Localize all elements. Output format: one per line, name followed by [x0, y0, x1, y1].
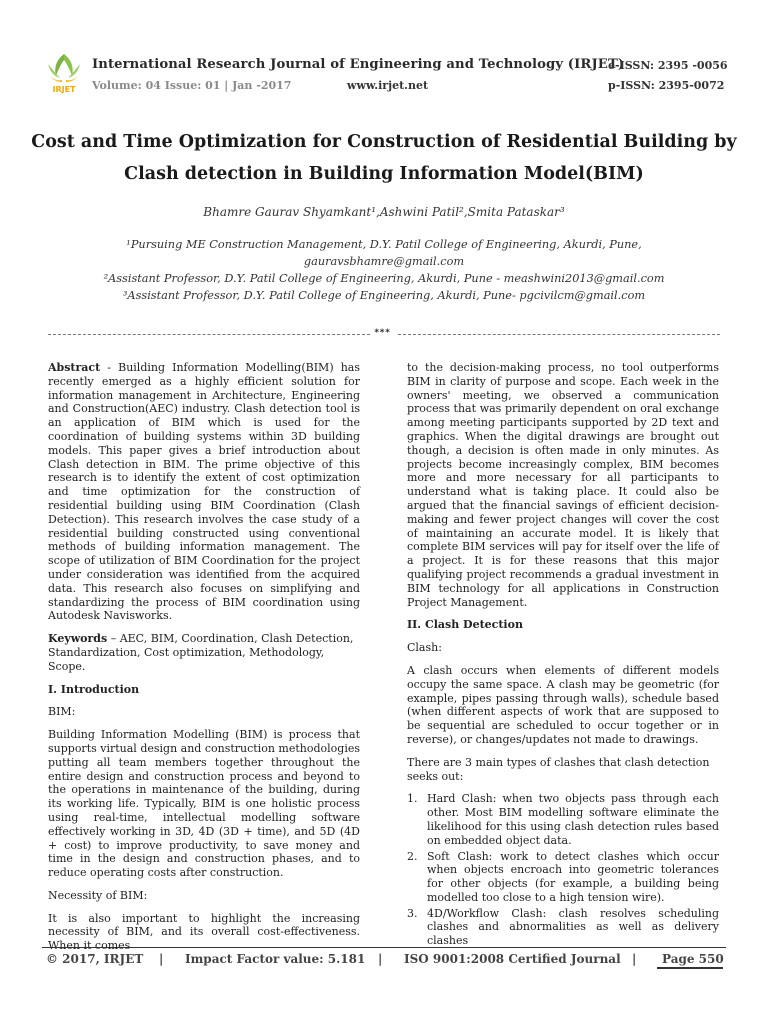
- affiliation-3: ³Assistant Professor, D.Y. Patil College of Engineering, Akurdi, Pune- pgcivilcm@gmail.com: [122, 289, 646, 302]
- keywords-label: Keywords: [48, 632, 108, 646]
- paper-title: [30, 126, 738, 190]
- footer-separator: |: [378, 952, 383, 966]
- list-text: Soft Clash: work to detect clashes which occur when objects encroach into geometric tolerances for other objects (for example, a building being modelled too close to a high tension wire).: [427, 849, 719, 904]
- title-line-1: Cost and Time Optimization for Construction of Residential Building by: [31, 132, 737, 152]
- clash-types-list: [407, 792, 719, 948]
- list-number: 2.: [407, 849, 418, 863]
- footer-copyright: © 2017, IRJET: [46, 952, 144, 966]
- list-number: 3.: [407, 906, 418, 920]
- list-item: [407, 792, 719, 847]
- volume-info: Volume: 04 Issue: 01 | Jan -2017: [92, 79, 292, 92]
- page-footer: [42, 947, 726, 970]
- affiliation-2: ²Assistant Professor, D.Y. Patil College of Engineering, Akurdi, Pune - meashwini2013@gmail.com: [103, 272, 665, 285]
- journal-title: International Research Journal of Engineering and Technology (IRJET): [92, 57, 625, 72]
- introduction-heading: I. Introduction: [48, 682, 140, 696]
- list-item: [407, 850, 719, 905]
- abstract-label: Abstract: [48, 361, 101, 374]
- section-separator: [48, 329, 720, 339]
- affiliation-1-email: gauravsbhamre@gmail.com: [303, 255, 465, 268]
- clash-types-intro: There are 3 main types of clashes that clash detection seeks out:: [407, 755, 710, 783]
- necessity-subheading: Necessity of BIM:: [48, 888, 148, 902]
- introduction-paragraph: Building Information Modelling (BIM) is process that supports virtual design and construction methodologies putting all team members together throughout the entire design and construction process and beyond to the operations in maintenance of the building, during its working life. Typically, BIM is one holistic process using real-time, intellectual modelling software effectively working in 3D, 4D (3D + time), and 5D (4D + cost) to improve productivity, to save money and time in the design and construction phases, and to reduce operating costs after construction.: [48, 728, 361, 880]
- affiliations: [30, 236, 738, 304]
- footer-separator: |: [159, 952, 164, 966]
- abstract-paragraph: [48, 361, 360, 623]
- affiliation-1: ¹Pursuing ME Construction Management, D.Y. Patil College of Engineering, Akurdi, Pune,: [126, 238, 642, 251]
- bim-subheading: BIM:: [48, 705, 76, 719]
- clash-subheading: Clash:: [407, 641, 442, 655]
- p-issn: p-ISSN: 2395-0072: [608, 79, 725, 92]
- left-column: [48, 361, 360, 962]
- separator-stars: ***: [374, 328, 391, 338]
- necessity-paragraph: It is also important to highlight the increasing necessity of BIM, and its overall cost-effectiveness. When it comes: [48, 911, 360, 953]
- e-issn: e-ISSN: 2395 -0056: [608, 59, 728, 72]
- separator-line-right: [398, 334, 720, 335]
- continued-paragraph: to the decision-making process, no tool outperforms BIM in clarity of purpose and scope. Each week in the owners' meeting, we observed a communication process that was primarily dependent on oral exchange among meeting participants supported by 2D text and graphics. When the digital drawings are brought out though, a decision is often made in only minutes. As projects become increasingly complex, BIM becomes more and more necessary for all participants to understand what is taking place. It could also be argued that the financial savings of efficient decision-making and fewer project changes will cover the cost of maintaining an accurate model. It is likely that complete BIM services will pay for itself over the life of a project. It is for these reasons that this major qualifying project recommends a gradual investment in BIM technology for all applications in Construction Project Management.: [407, 361, 719, 609]
- keywords-paragraph: [48, 632, 360, 673]
- title-line-2: Clash detection in Building Information Model(BIM): [124, 164, 644, 184]
- list-text: Hard Clash: when two objects pass through each other. Most BIM modelling software eliminate the likelihood for this using clash detection rules based on embedded object data.: [427, 792, 719, 847]
- right-column: [407, 361, 719, 950]
- clash-detection-heading: II. Clash Detection: [407, 618, 523, 632]
- list-item: [407, 907, 719, 948]
- logo-text: IRJET: [52, 85, 76, 94]
- footer-impact-factor: Impact Factor value: 5.181: [185, 952, 366, 966]
- separator-line-left: [48, 334, 370, 335]
- irjet-logo: [42, 50, 86, 94]
- abstract-text: - Building Information Modelling(BIM) has recently emerged as a highly efficient solution for information management in Architecture, Engineering and Construction(AEC) industry. Clash detection tool is an application of BIM which is used for the coordination of building systems within 3D building models. This paper gives a brief introduction about Clash detection in BIM. The prime objective of this research is to identify the extent of cost optimization and time optimization for the construction of residential building using BIM Coordination (Clash Detection). This research involves the case study of a residential building constructed using conventional methods of building information management. The scope of utilization of BIM Coordination for the project under consideration was identified from the acquired data. This research also focuses on simplifying and standardizing the process of BIM coordination using Autodesk Navisworks.: [48, 361, 360, 623]
- list-text: 4D/Workflow Clash: clash resolves scheduling clashes and abnormalities as well as delivery clashes: [427, 906, 719, 948]
- footer-separator: |: [632, 952, 637, 966]
- list-number: 1.: [407, 792, 418, 806]
- page-number: Page 550: [662, 952, 724, 966]
- footer-iso: ISO 9001:2008 Certified Journal: [404, 952, 621, 966]
- keywords-text: – AEC, BIM, Coordination, Clash Detection, Standardization, Cost optimization, Methodology, Scope.: [48, 632, 354, 673]
- clash-paragraph: A clash occurs when elements of different models occupy the same space. A clash may be geometric (for example, pipes passing through walls), schedule based (when different aspects of work that are supposed to be sequential are scheduled to occur together or in reverse), or changes/updates not made to drawings.: [407, 663, 719, 746]
- journal-header: [42, 50, 732, 98]
- journal-website[interactable]: www.irjet.net: [347, 79, 429, 92]
- author-list: Bhamre Gaurav Shyamkant¹,Ashwini Patil²,Smita Pataskar³: [203, 205, 565, 219]
